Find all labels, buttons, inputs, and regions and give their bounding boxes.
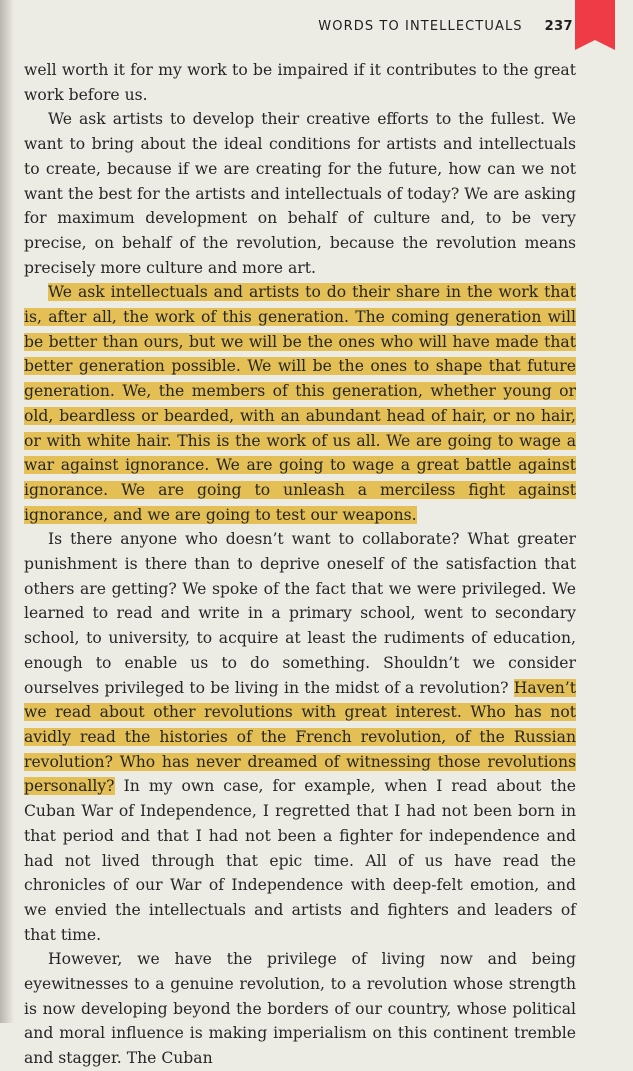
paragraph: We ask artists to develop their creative efforts to the fullest. We want to bring about the ideal conditions for artists and intellectuals to create, because if we are creating for the future, how can we not want the best for the artists and intellectuals of today? We are asking for maximum development on behalf of culture and, to be very precise, on behalf of the revolution, because the revolution means precisely more culture and more art.	[24, 110, 576, 277]
running-header	[318, 19, 573, 34]
paragraph: However, we have the privilege of living now and being eyewitnesses to a genuine revolution, to a revolution whose strength is now developing beyond the borders of our country, whose political and moral influence is making imperialism on this continent tremble and stagger. The Cuban	[24, 950, 576, 1068]
paragraph-highlighted	[24, 280, 576, 527]
paragraph-continued: well worth it for my work to be impaired if it contributes to the great work before us.	[24, 61, 576, 104]
paragraph	[24, 527, 576, 947]
highlight-passage[interactable]: We ask intellectuals and artists to do their share in the work that is, after all, the work of this generation. The coming generation will be better than ours, but we will be the ones who will have made that better generation possible. We will be the ones to shape that future generation. We, the members of this generation, whether young or old, beardless or bearded, with an abundant head of hair, or no hair, or with white hair. This is the work of us all. We are going to wage a war against ignorance. We are going to wage a great battle against ignorance. We are going to unleash a merciless fight against ignorance, and we are going to test our weapons.	[24, 283, 576, 524]
page-body	[24, 58, 576, 1071]
page-number: 237	[544, 19, 573, 34]
paragraph-text: In my own case, for example, when I read about the Cuban War of Independence, I regretted that I had not been born in that period and that I had not been a fighter for independence and had not lived through that epic time. All of us have read the chronicles of our War of Independence with deep-felt emotion, and we envied the intellectuals and artists and fighters and leaders of that time.	[24, 777, 576, 944]
book-spine-shadow	[0, 0, 14, 1023]
bookmark-ribbon-icon[interactable]	[575, 0, 615, 50]
paragraph-text: Is there anyone who doesn’t want to collaborate? What greater punishment is there than to deprive oneself of the satisfaction that others are getting? We spoke of the fact that we were privileged. We learned to read and write in a primary school, went to secondary school, to university, to acquire at least the rudiments of education, enough to enable us to do something. Shouldn’t we consider ourselves privileged to be living in the midst of a revolution?	[24, 530, 576, 697]
running-title: WORDS TO INTELLECTUALS	[318, 19, 523, 34]
highlight-passage[interactable]: Haven’t we read about other revolutions with great interest. Who has not avidly read the histories of the French revolution, of the Russian revolution? Who has never dreamed of witnessing those revolutions personally?	[24, 678, 576, 796]
